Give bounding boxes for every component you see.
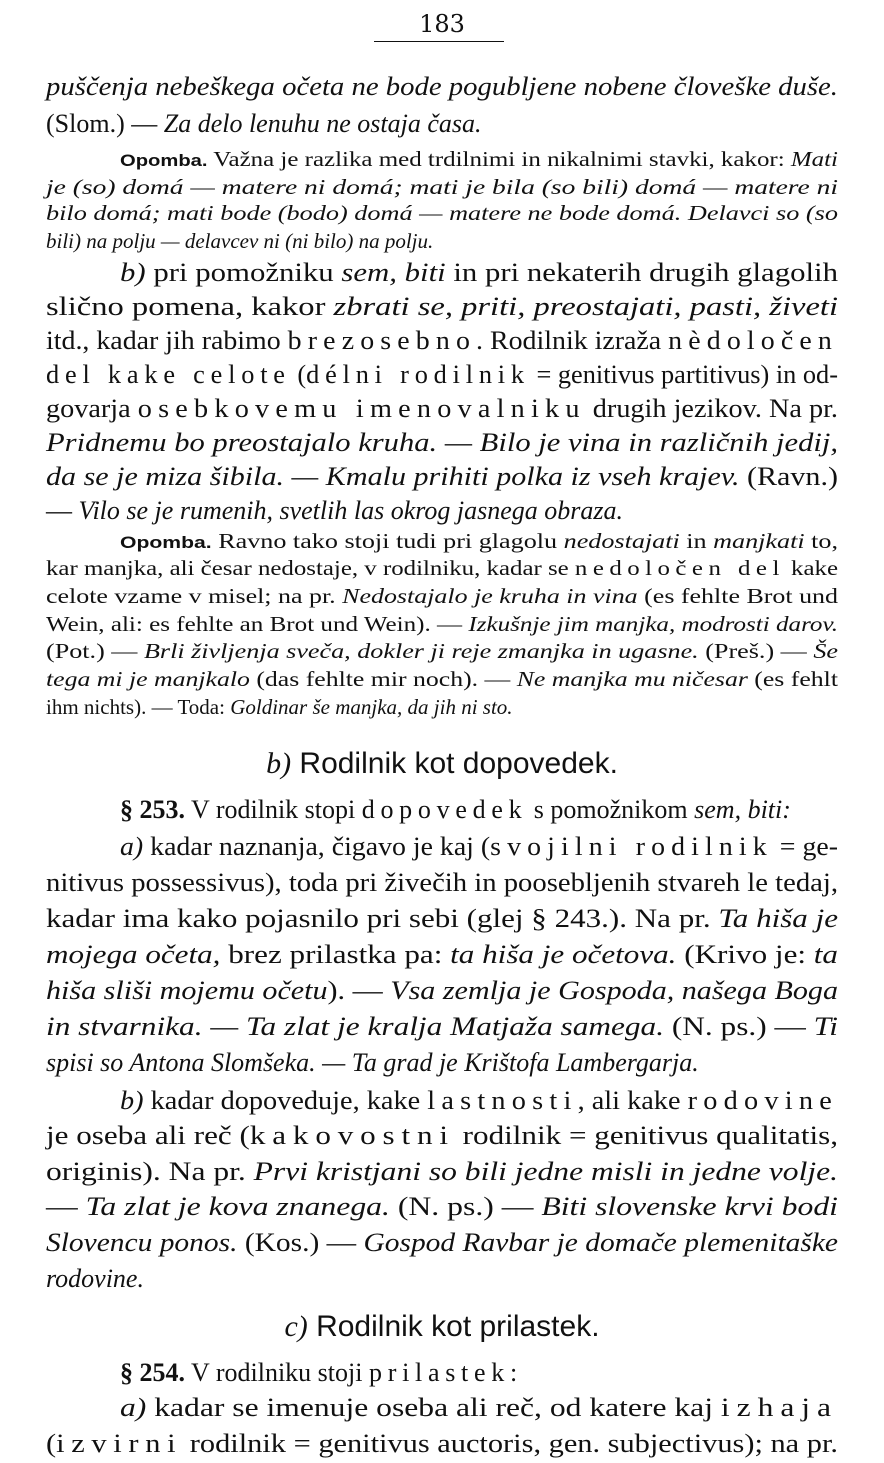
text-segment: a) — [120, 832, 144, 861]
text-segment: hiša sliši mojemu očetu — [46, 976, 328, 1005]
text-segment: b) — [120, 1086, 144, 1115]
text-segment: = genitivus partitivus) in od- — [529, 360, 838, 389]
text-line — [46, 1119, 838, 1153]
text-segment: kar manjka, ali česar nedostaje, v rodilniku, kadar se — [46, 556, 575, 580]
section-number: § 254. — [120, 1358, 185, 1387]
text-segment: — — [46, 1192, 86, 1221]
text-segment: Ne manjka mu ničesar — [516, 667, 748, 691]
text-line — [46, 1427, 838, 1461]
heading-letter: b) — [266, 747, 292, 780]
text-segment: zbrati se, priti, preostajati, pasti, živeti — [333, 292, 838, 321]
text-segment: brezosebno — [287, 326, 477, 355]
text-line — [46, 200, 838, 227]
text-segment: , ali kake — [577, 1086, 688, 1115]
text-line — [120, 1084, 838, 1118]
text-segment: (Kos.) — — [237, 1228, 364, 1257]
text-segment: (N. ps.) — — [389, 1192, 542, 1221]
text-segment: Biti slovenske krvi bodi — [541, 1192, 838, 1221]
section-heading-b — [0, 745, 884, 783]
text-segment: = ge- — [772, 832, 838, 861]
heading-letter: c) — [284, 1310, 308, 1343]
text-segment: (das fehlte mir noch). — — [249, 667, 517, 691]
text-segment: — — [46, 496, 79, 525]
text-segment: rodovine. — [46, 1264, 144, 1293]
text-segment: ta hiša je očetova. — [450, 940, 677, 969]
text-line — [46, 1262, 144, 1296]
text-segment: (es fehlt — [747, 667, 838, 691]
text-segment: osebkovemu imenovalniku — [137, 394, 586, 423]
text-segment: slično pomena, kakor — [46, 292, 334, 321]
text-segment: ihm nichts). — Toda: — [46, 695, 231, 719]
text-line — [46, 324, 838, 358]
text-segment: kadar dopoveduje, kake — [143, 1086, 428, 1115]
text-segment: Ta zlat je kova znanega. — [85, 1192, 390, 1221]
text-line — [46, 426, 838, 460]
text-segment: (N. ps.) — — [664, 1012, 814, 1041]
text-line — [46, 666, 838, 693]
text-line — [46, 358, 838, 392]
text-line — [46, 583, 839, 610]
text-segment: da se je miza šibila. — Kmalu prihiti polka iz vseh krajev. — [46, 462, 740, 491]
text-segment: : — [509, 1358, 518, 1387]
heading-text: Rodilnik kot dopovedek. — [291, 747, 618, 780]
text-segment: manjkati — [713, 529, 805, 553]
text-line — [46, 866, 838, 900]
text-line — [120, 146, 838, 173]
text-segment: bilo domá; mati bode (bodo) domá — matere ne bode domá. Delavci so (so — [46, 201, 838, 225]
text-segment: ( — [290, 360, 307, 389]
text-segment: Wein, ali: es fehlte an Brot und Wein). — — [46, 612, 469, 636]
header-rule — [374, 41, 504, 42]
text-line — [120, 256, 838, 290]
text-line — [46, 1010, 838, 1044]
text-segment: je oseba ali reč ( — [46, 1121, 250, 1150]
text-segment: drugih jezikov. Na pr. — [585, 394, 838, 423]
text-line — [46, 290, 838, 324]
text-line — [46, 938, 838, 972]
text-segment: spisi so Antona Slomšeka. — Ta grad je Krištofa Lambergarja. — [46, 1048, 699, 1077]
text-segment: nèdoločen — [668, 326, 838, 355]
text-segment: Nedostajalo je kruha in vina — [342, 584, 638, 608]
text-segment: (Krivo je: — [676, 940, 814, 969]
text-segment: nedostajati — [563, 529, 680, 553]
text-segment: Goldinar še manjka, da jih ni sto. — [230, 695, 513, 719]
text-line — [46, 638, 838, 665]
text-segment: Slovencu ponos. — [46, 1228, 238, 1257]
text-segment: in — [679, 529, 714, 553]
note-label: Opomba. — [120, 533, 212, 552]
text-segment: tega mi je manjkalo — [46, 667, 250, 691]
text-segment: (Pot.) — — [46, 639, 144, 663]
note-label: Opomba. — [120, 151, 208, 170]
text-segment: rodilnik = genitivus qualitatis, — [454, 1121, 838, 1150]
text-line — [46, 107, 482, 141]
text-segment: kadar ima kako pojasnilo pri sebi (glej § 243.). Na pr. — [46, 904, 719, 933]
text-segment: prilastek — [368, 1358, 510, 1387]
text-segment: sem, biti: — [694, 795, 791, 824]
text-segment: izvirni — [56, 1429, 183, 1458]
text-segment: Ti — [813, 1012, 838, 1041]
text-segment: kakovostni — [249, 1121, 455, 1150]
text-segment: nedoločen del — [574, 556, 785, 580]
text-line — [120, 528, 838, 555]
text-segment: ( — [46, 1429, 57, 1458]
text-segment: brez prilastka pa: — [220, 940, 451, 969]
text-segment: itd., kadar jih rabimo — [46, 326, 288, 355]
text-segment: mojega očeta, — [46, 940, 221, 969]
text-segment: bili) na polju — delavcev ni (ni bilo) na polju. — [46, 229, 434, 253]
text-segment: celote vzame v misel; na pr. — [46, 584, 343, 608]
text-segment: dopovedek — [361, 795, 528, 824]
text-segment: ta — [813, 940, 838, 969]
heading-text: Rodilnik kot prilastek. — [307, 1310, 600, 1343]
text-segment: rodilnik = genitivus auctoris, gen. subjectivus); na pr. — [182, 1429, 838, 1458]
text-segment: svojilni rodilnik — [490, 832, 773, 861]
text-line — [46, 494, 623, 528]
text-line — [46, 611, 838, 638]
text-line — [46, 1046, 699, 1080]
text-segment: govarja — [46, 394, 138, 423]
text-line — [46, 694, 513, 721]
text-line — [120, 830, 838, 864]
text-segment: originis). Na pr. — [46, 1157, 254, 1186]
text-segment: Ravno tako stoji tudi pri glagolu — [211, 529, 564, 553]
text-segment: izhaja — [720, 1393, 838, 1422]
text-segment: Ta hiša je — [718, 904, 838, 933]
text-segment: (Slom.) — — [46, 109, 164, 138]
text-segment: Za delo lenuhu ne ostaja časa. — [163, 109, 482, 138]
text-segment: Prvi kristjani so bili jedne misli in jedne volje. — [253, 1157, 838, 1186]
section-heading-c — [0, 1308, 884, 1346]
text-segment: (Preš.) — — [698, 639, 814, 663]
text-segment: in stvarnika. — Ta zlat je kralja Matjaža samega. — [46, 1012, 665, 1041]
text-segment: délni rodilnik — [306, 360, 530, 389]
text-line — [46, 392, 838, 426]
text-line — [46, 228, 433, 255]
text-segment: s pomožnikom — [527, 795, 695, 824]
text-segment: Pridnemu bo preostajalo kruha. — Bilo je vina in različnih jedij, — [46, 428, 838, 457]
text-segment: kake — [784, 556, 838, 580]
text-segment: Brli življenja sveča, dokler ji reje zmanjka in ugasne. — [143, 639, 699, 663]
page-number: 183 — [419, 10, 465, 38]
text-segment: sem, biti — [341, 258, 446, 287]
text-segment: Važna je razlika med trdilnimi in nikalnimi stavki, kakor: — [207, 147, 791, 171]
text-segment: Še — [813, 639, 838, 663]
text-segment: to, — [804, 529, 838, 553]
text-line — [120, 1356, 517, 1390]
text-segment: Gospod Ravbar je domače plemenitaške — [363, 1228, 838, 1257]
text-segment: Vsa zemlja je Gospoda, našega Boga — [390, 976, 838, 1005]
text-segment: pri pomožniku — [145, 258, 342, 287]
text-line — [46, 974, 838, 1008]
text-segment: puščenja nebeškega očeta ne bode pogubljene nobene človeške duše. — [46, 72, 838, 101]
text-line — [46, 1155, 838, 1189]
text-line — [120, 793, 791, 827]
text-segment: del kake celote — [46, 360, 291, 389]
text-segment: V rodilniku stoji — [185, 1358, 369, 1387]
text-line — [46, 902, 838, 936]
text-segment: lastnosti — [427, 1086, 578, 1115]
text-line — [46, 1226, 838, 1260]
text-segment: kadar naznanja, čigavo je kaj ( — [143, 832, 491, 861]
text-segment: a) — [120, 1393, 147, 1422]
text-line — [46, 555, 838, 582]
text-line — [46, 70, 838, 104]
text-segment: Mati — [790, 147, 838, 171]
text-segment: je (so) domá — matere ni domá; mati je bila (so bili) domá — matere ni — [46, 175, 838, 199]
text-segment: (es fehlte Brot und — [637, 584, 839, 608]
text-line — [46, 460, 838, 494]
text-segment: (Ravn.) — [739, 462, 838, 491]
text-line — [46, 1190, 838, 1224]
text-segment: ). — — [327, 976, 391, 1005]
section-number: § 253. — [120, 795, 185, 824]
text-segment: . Rodilnik izraža — [476, 326, 669, 355]
text-segment: V rodilnik stopi — [185, 795, 362, 824]
text-segment: b) — [120, 258, 146, 287]
text-segment: Izkušnje jim manjka, modrosti darov. — [468, 612, 838, 636]
text-segment: nitivus possessivus), toda pri živečih in poosebljenih stvareh le tedaj, — [46, 868, 838, 897]
text-segment: in pri nekaterih drugih glagolih — [445, 258, 838, 287]
text-line — [120, 1391, 838, 1425]
text-segment: Vilo se je rumenih, svetlih las okrog jasnega obraza. — [78, 496, 624, 525]
text-line — [46, 174, 838, 201]
text-segment: rodovine — [687, 1086, 838, 1115]
text-segment: kadar se imenuje oseba ali reč, od katere kaj — [146, 1393, 721, 1422]
